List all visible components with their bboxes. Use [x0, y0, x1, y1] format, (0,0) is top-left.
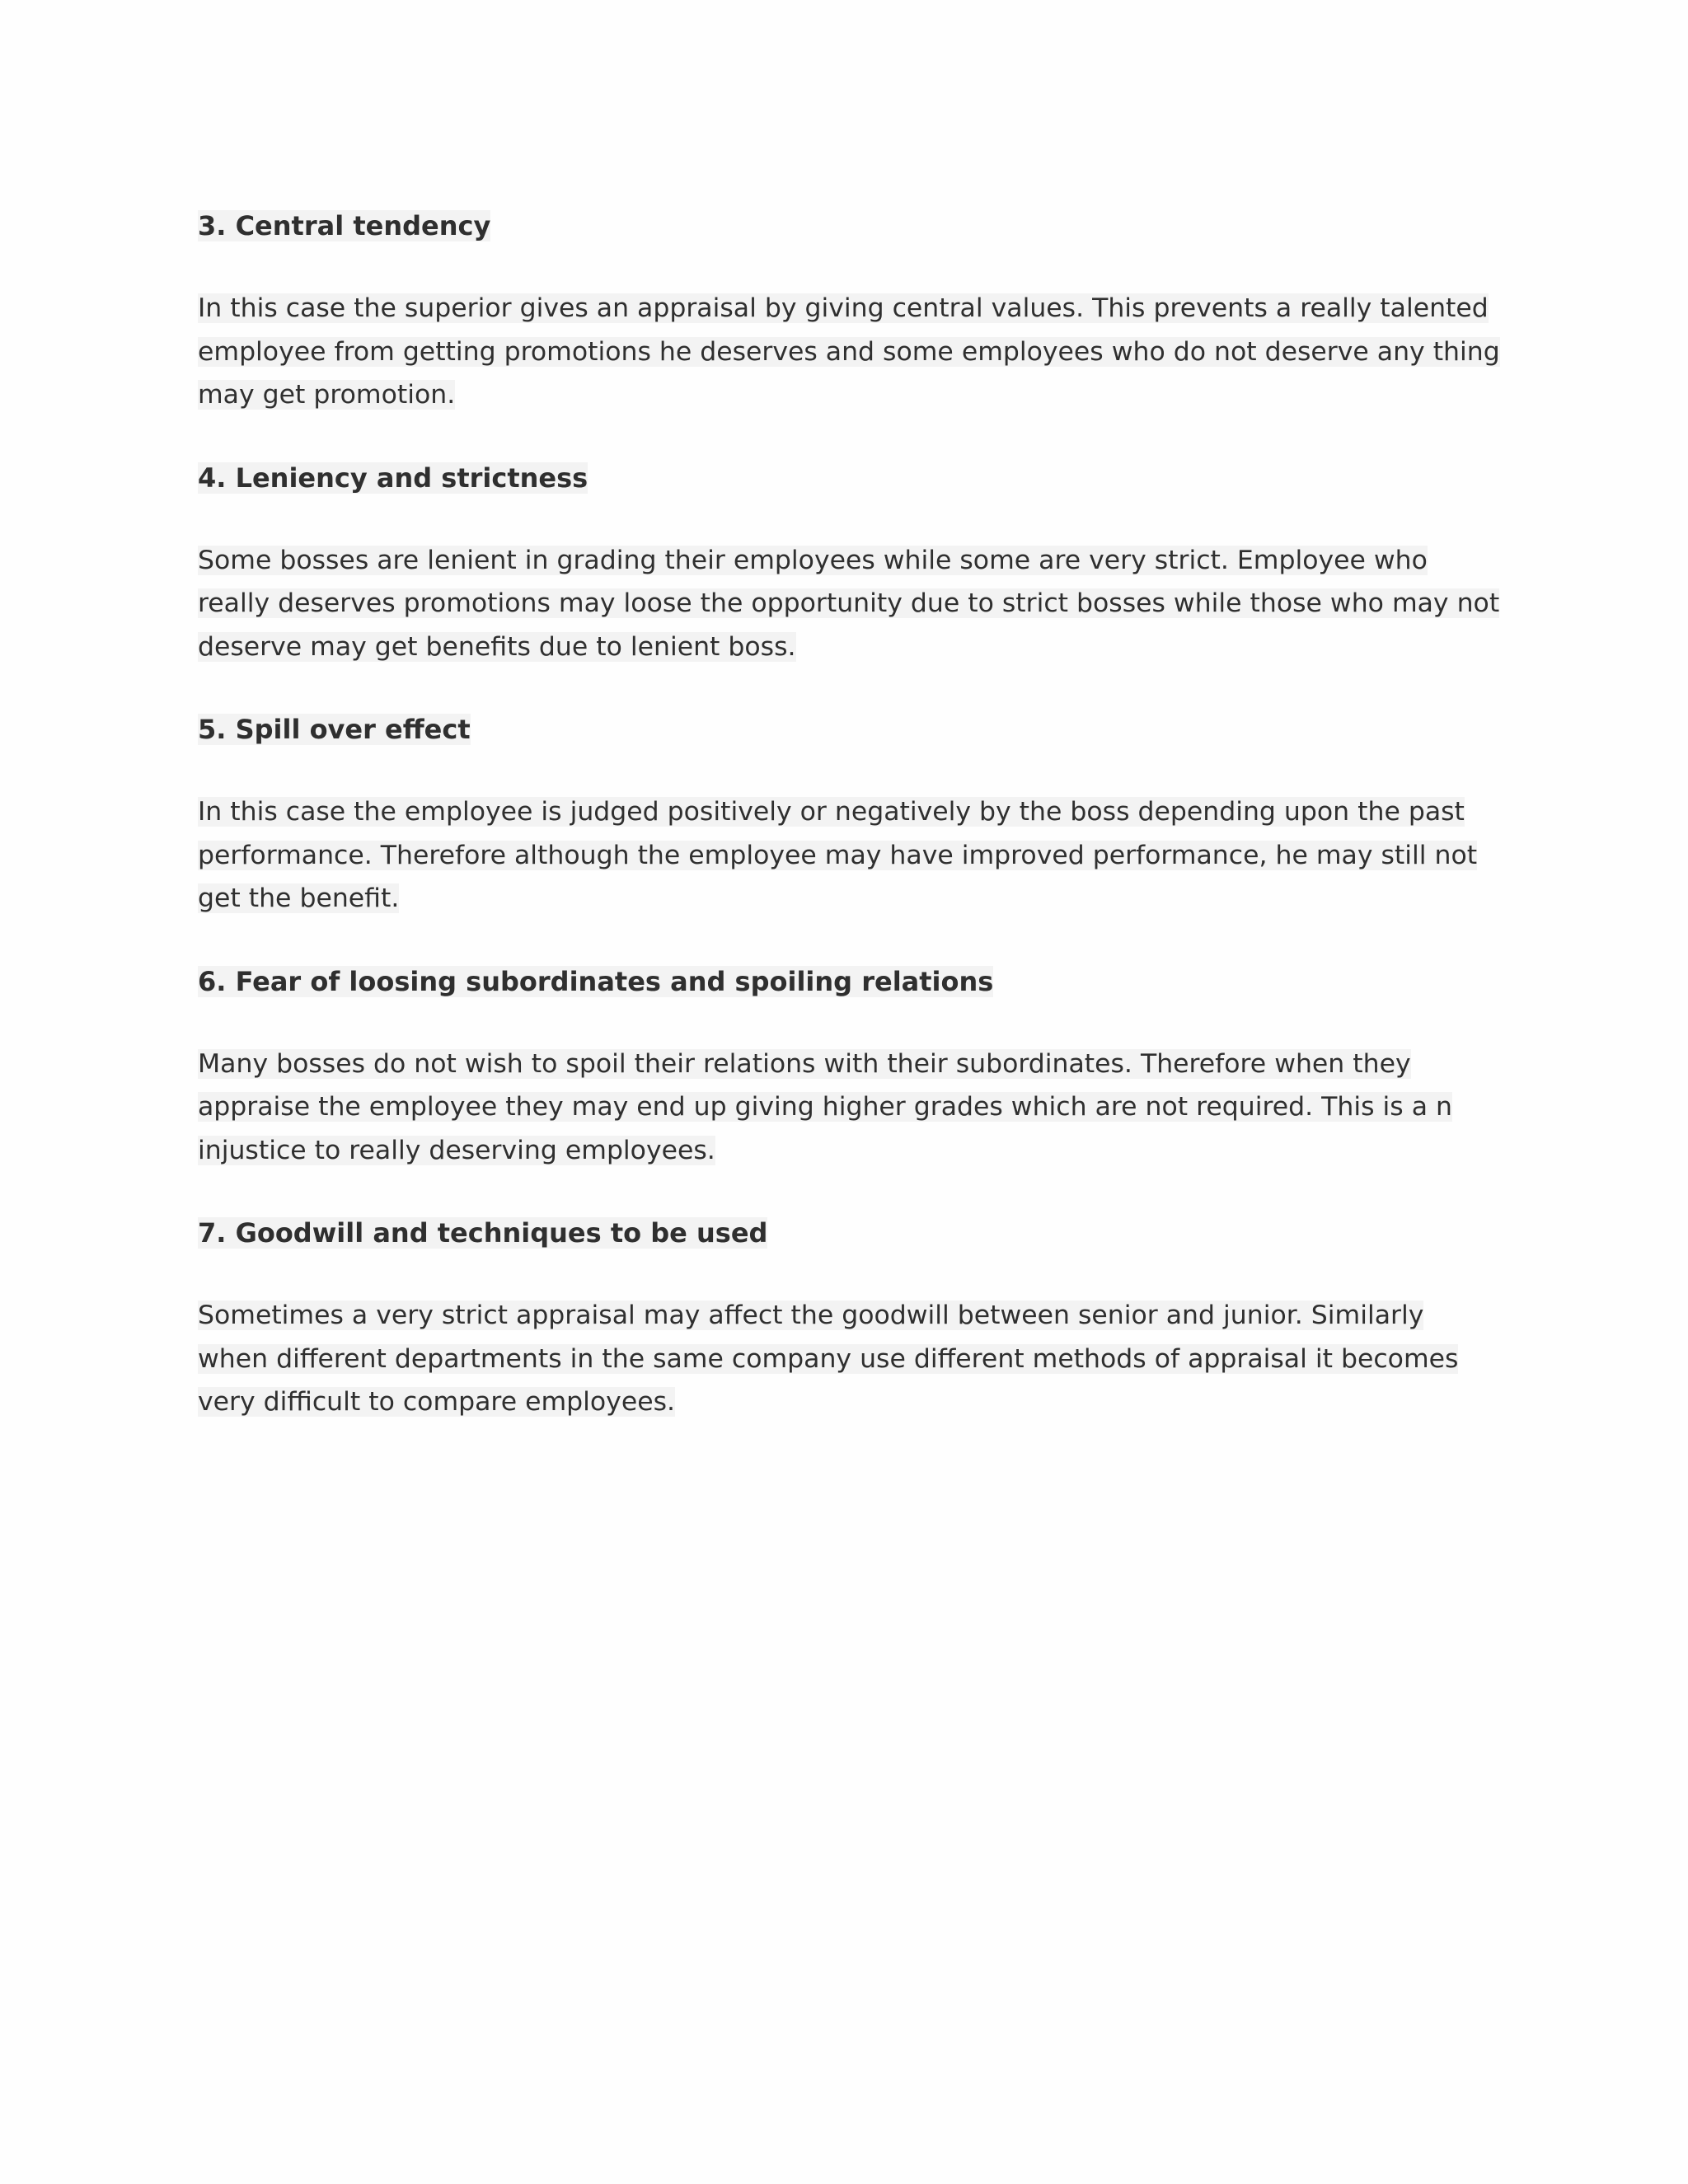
section-body-text: In this case the employee is judged positively or negatively by the boss depending upon the past performance. Therefore although the employee may have improved performance, he may still not get the benefit.: [198, 797, 1478, 913]
document-page: [198, 204, 1500, 1464]
section-body: [198, 1043, 1500, 1173]
section-heading-text: 7. Goodwill and techniques to be used: [198, 1217, 768, 1249]
section-heading: [198, 708, 1500, 751]
section-body: [198, 287, 1500, 417]
section-heading-text: 4. Leniency and strictness: [198, 462, 588, 494]
section-body-text: Many bosses do not wish to spoil their relations with their subordinates. Therefore when they appraise the employee they may end up giving higher grades which are not required. This is a n injustice to really deserving employees.: [198, 1048, 1452, 1165]
section-leniency-and-strictness: [198, 457, 1500, 669]
section-goodwill-and-techniques: [198, 1212, 1500, 1424]
section-heading-text: 3. Central tendency: [198, 210, 491, 241]
section-heading: [198, 960, 1500, 1003]
section-fear-of-loosing-subordinates: [198, 960, 1500, 1173]
section-heading-text: 6. Fear of loosing subordinates and spoiling relations: [198, 965, 994, 997]
section-heading: [198, 1212, 1500, 1254]
section-spill-over-effect: [198, 708, 1500, 921]
section-heading-text: 5. Spill over effect: [198, 714, 471, 745]
section-heading: [198, 204, 1500, 247]
section-body: [198, 539, 1500, 669]
section-central-tendency: [198, 204, 1500, 417]
section-body-text: Some bosses are lenient in grading their employees while some are very strict. Employee who really deserves promotions may loose the opportunity due to strict bosses while those who may not deserve may get benefits due to lenient boss.: [198, 545, 1500, 662]
section-body: [198, 790, 1500, 921]
section-body-text: In this case the superior gives an appraisal by giving central values. This prevents a really talented employee from getting promotions he deserves and some employees who do not deserve any thing may get promotion.: [198, 293, 1500, 410]
section-heading: [198, 457, 1500, 499]
section-body: [198, 1294, 1500, 1424]
section-body-text: Sometimes a very strict appraisal may affect the goodwill between senior and junior. Similarly when different departments in the same company use different methods of appraisal it becomes very difficult to compare employees.: [198, 1301, 1459, 1417]
